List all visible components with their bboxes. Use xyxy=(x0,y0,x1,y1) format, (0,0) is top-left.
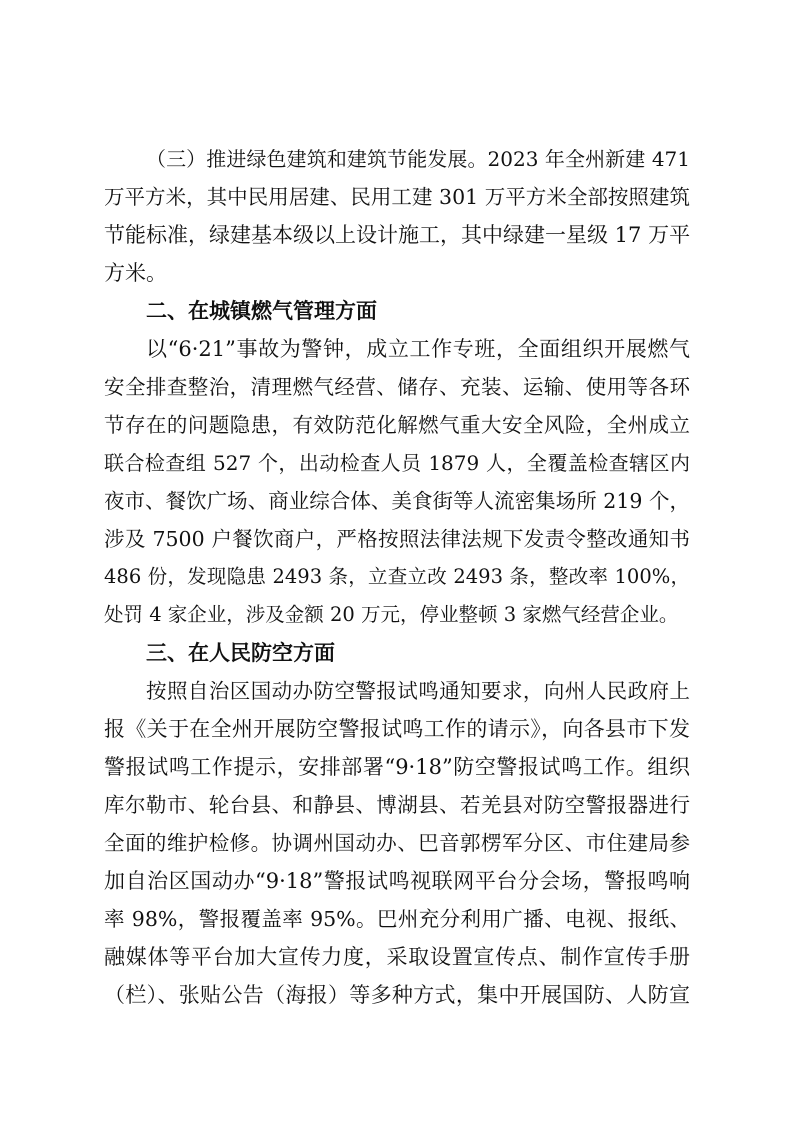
gas-line-2: 安全排查整治，清理燃气经营、储存、充装、运输、使用等各环 xyxy=(104,375,690,399)
civil-line-7: 率 98%，警报覆盖率 95%。巴州充分利用广播、电视、报纸、 xyxy=(104,907,690,931)
section3-line-2: 万平方米，其中民用居建、民用工建 301 万平方米全部按照建筑 xyxy=(104,185,690,209)
civil-line-5: 全面的维护检修。协调州国动办、巴音郭楞军分区、市住建局参 xyxy=(104,831,690,855)
section3-line-3: 节能标准，绿建基本级以上设计施工，其中绿建一星级 17 万平 xyxy=(104,223,691,247)
section3-line-4: 方米。 xyxy=(104,261,167,285)
civil-line-2: 报《关于在全州开展防空警报试鸣工作的请示》，向各县市下发 xyxy=(104,717,690,741)
civil-line-9: （栏）、张贴公告（海报）等多种方式，集中开展国防、人防宣 xyxy=(104,983,690,1007)
gas-line-1: 以“6·21”事故为警钟，成立工作专班，全面组织开展燃气 xyxy=(146,337,690,361)
gas-line-8: 处罚 4 家企业，涉及金额 20 万元，停业整顿 3 家燃气经营企业。 xyxy=(104,603,679,626)
gas-line-6: 涉及 7500 户餐饮商户，严格按照法律法规下发责令整改通知书 xyxy=(104,527,690,551)
heading-gas-management: 二、在城镇燃气管理方面 xyxy=(146,299,377,323)
gas-line-5: 夜市、餐饮广场、商业综合体、美食街等人流密集场所 219 个， xyxy=(104,489,690,513)
civil-line-3: 警报试鸣工作提示，安排部署“9·18”防空警报试鸣工作。组织 xyxy=(104,755,690,779)
civil-line-8: 融媒体等平台加大宣传力度，采取设置宣传点、制作宣传手册 xyxy=(104,945,690,969)
civil-line-1: 按照自治区国动办防空警报试鸣通知要求，向州人民政府上 xyxy=(146,679,690,703)
gas-line-3: 节存在的问题隐患，有效防范化解燃气重大安全风险，全州成立 xyxy=(104,413,690,437)
gas-line-4: 联合检查组 527 个，出动检查人员 1879 人，全覆盖检查辖区内 xyxy=(104,451,690,475)
gas-line-7: 486 份，发现隐患 2493 条，立查立改 2493 条，整改率 100%， xyxy=(104,565,690,588)
civil-line-6: 加自治区国动办“9·18”警报试鸣视联网平台分会场，警报鸣响 xyxy=(104,869,690,893)
heading-civil-air-defense: 三、在人民防空方面 xyxy=(146,641,335,665)
civil-line-4: 库尔勒市、轮台县、和静县、博湖县、若羌县对防空警报器进行 xyxy=(104,793,690,817)
section3-line-1: （三）推进绿色建筑和建筑节能发展。2023 年全州新建 471 xyxy=(146,147,690,171)
